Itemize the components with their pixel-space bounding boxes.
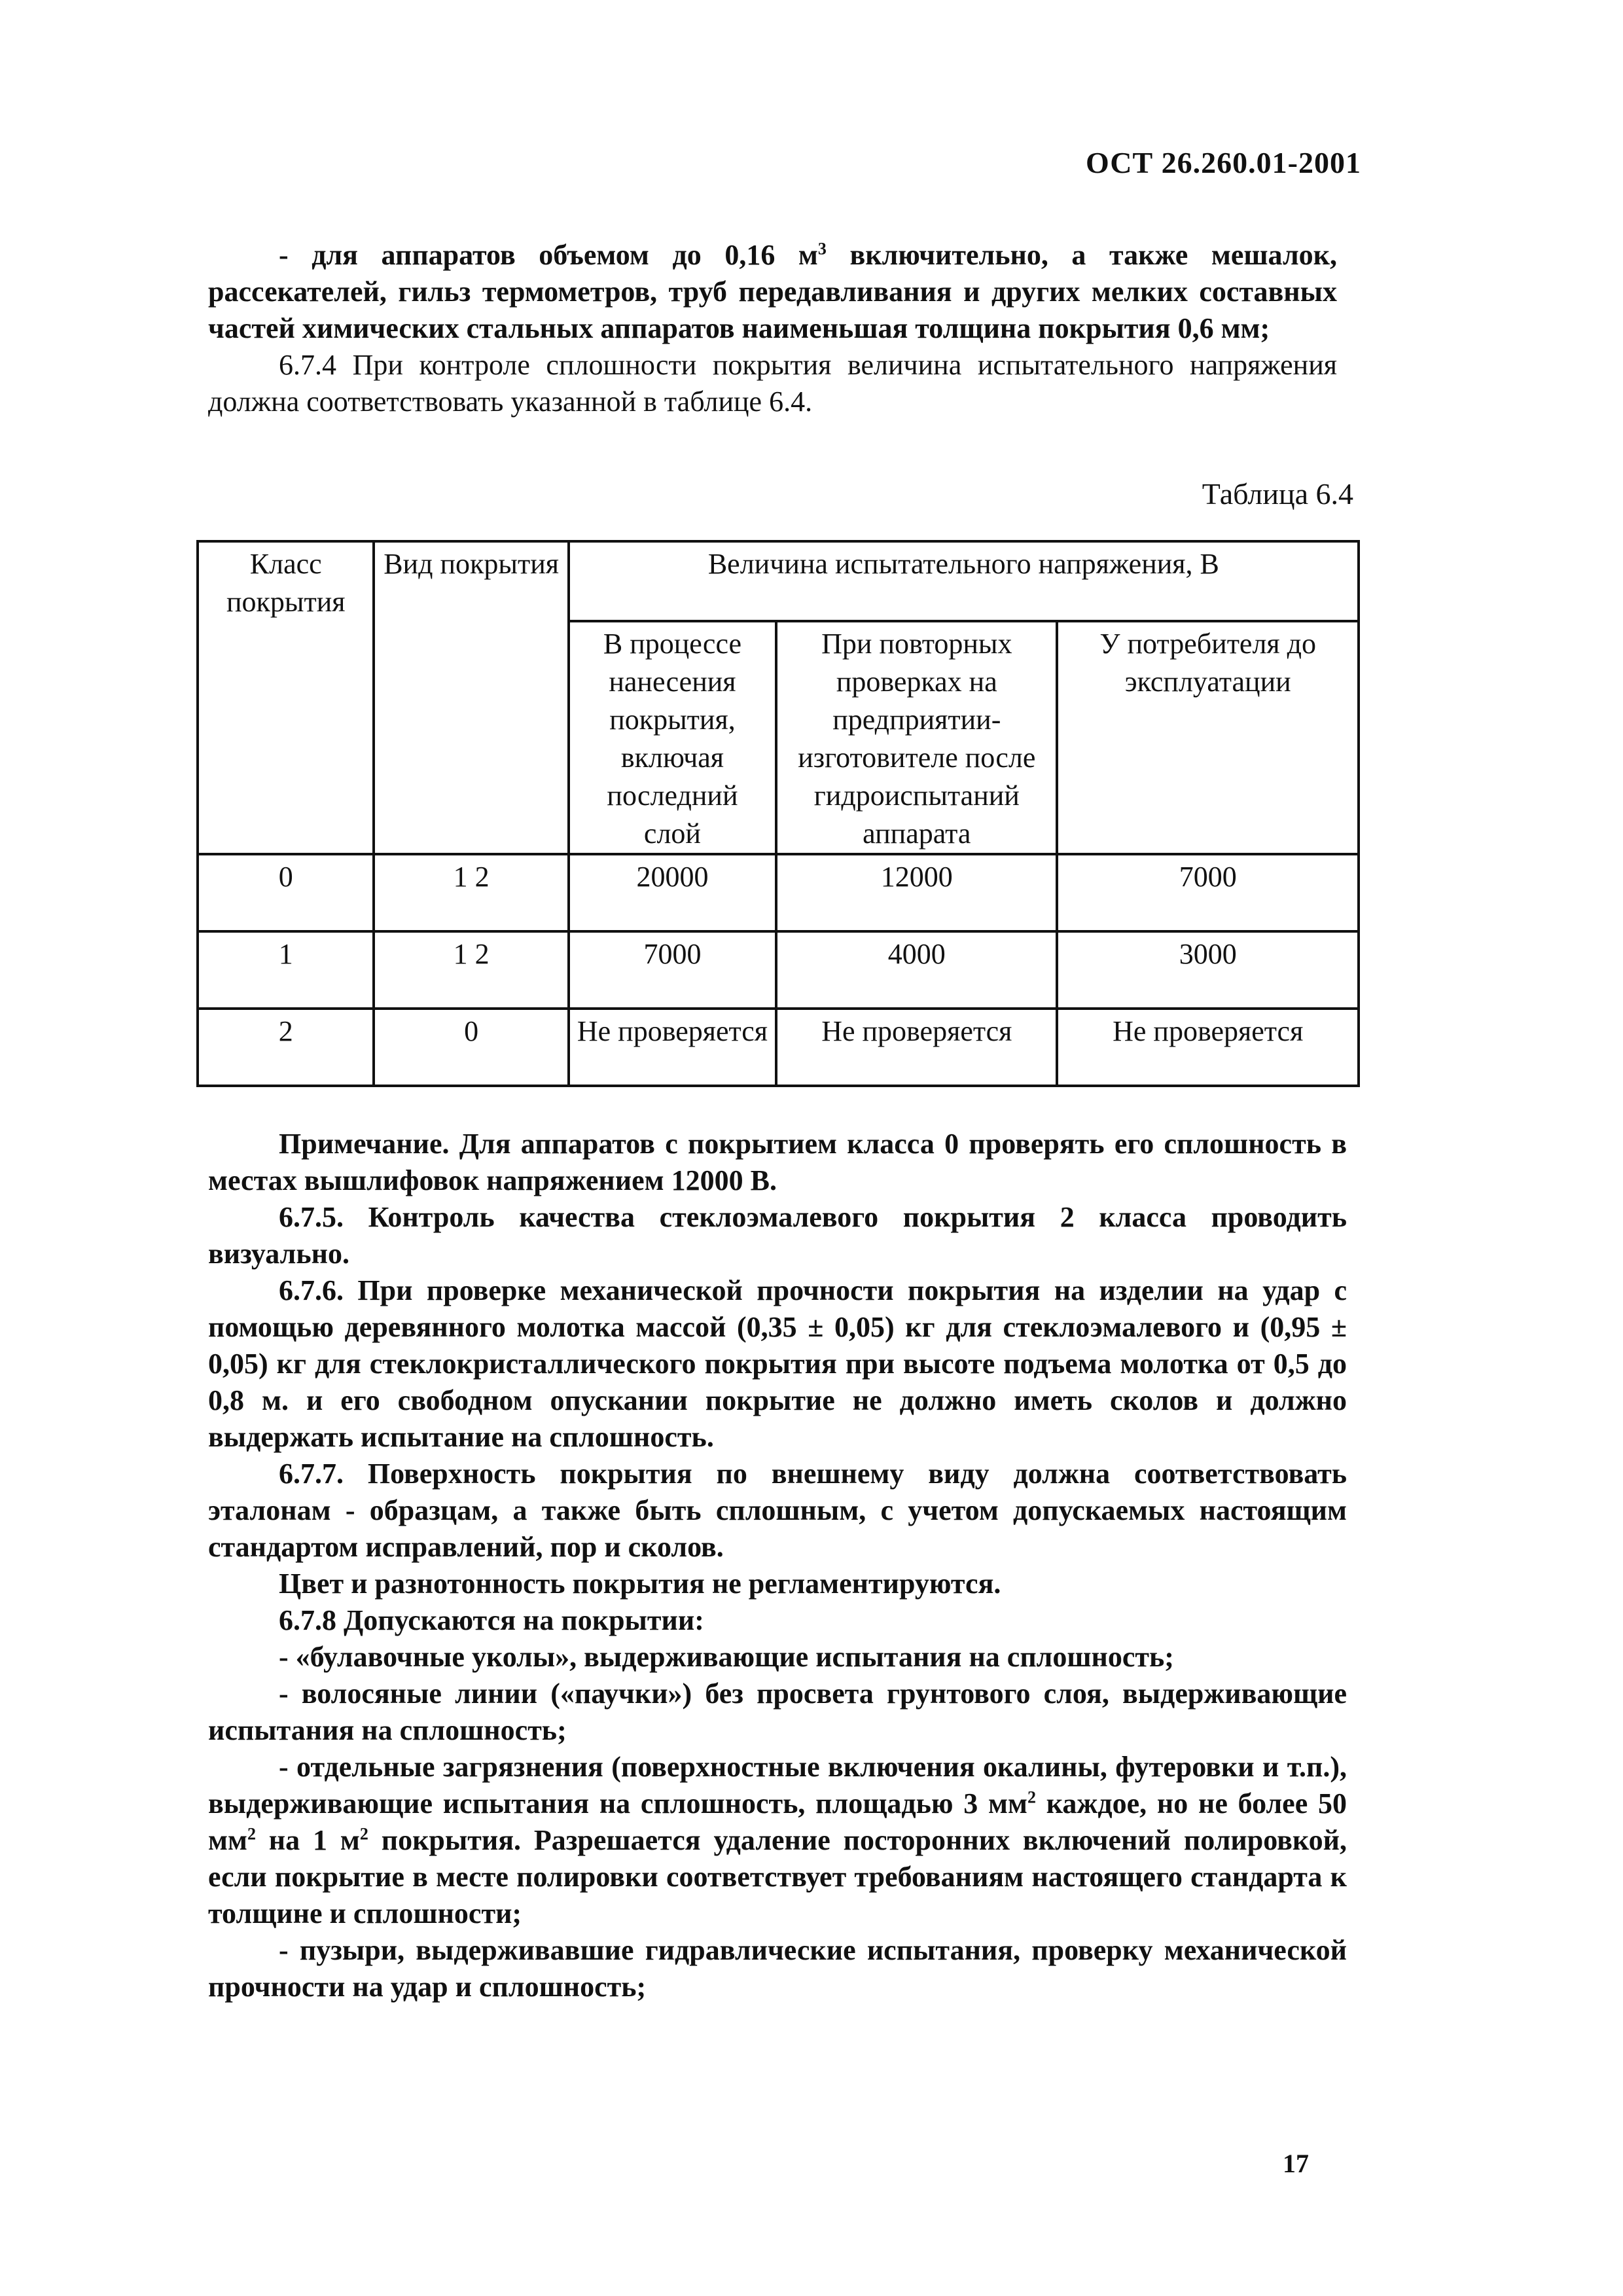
paragraph-color: Цвет и разнотонность покрытия не регламентируются. bbox=[279, 1568, 1001, 1600]
header-repeat-checks: При повторных проверках на предприятии-изготовителе после гидроиспытаний аппарата bbox=[776, 621, 1057, 854]
header-during-application: В процессе нанесения покрытия, включая последний слой bbox=[569, 621, 776, 854]
paragraph-6-7-6: 6.7.6. При проверке механической прочности покрытия на изделии на удар с помощью деревянного молотка массой (0,35 ± 0,05) кг для стеклоэмалевого и (0,95 ± 0,05) кг для стеклокристаллического покрытия при высоте подъема молотка от 0,5 до 0,8 м. и его свободном опускании покрытие не должно иметь сколов и должно выдержать испытание на сплошность. bbox=[208, 1274, 1347, 1453]
body-text bbox=[208, 1126, 1347, 2005]
list-item-pinholes: - «булавочные уколы», выдерживающие испытания на сплошность; bbox=[279, 1641, 1174, 1673]
paragraph-6-7-8: 6.7.8 Допускаются на покрытии: bbox=[279, 1604, 704, 1636]
paragraph-6-7-5: 6.7.5. Контроль качества стеклоэмалевого покрытия 2 класса проводить визуально. bbox=[208, 1201, 1347, 1270]
header-class: Класс покрытия bbox=[198, 541, 374, 854]
paragraph-6-7-4: 6.7.4 При контроле сплошности покрытия величина испытательного напряжения должна соответствовать указанной в таблице 6.4. bbox=[208, 349, 1337, 418]
table-caption: Таблица 6.4 bbox=[1202, 477, 1353, 511]
list-item-bubbles: - пузыри, выдерживавшие гидравлические испытания, проверку механической прочности на удар и сплошность; bbox=[208, 1934, 1347, 2003]
intro-text bbox=[208, 237, 1337, 420]
paragraph-6-7-7: 6.7.7. Поверхность покрытия по внешнему виду должна соответствовать эталонам - образцам, а также быть сплошным, с учетом допускаемых настоящим стандартом исправлений, пор и сколов. bbox=[208, 1458, 1347, 1563]
table-row: 0 1 2 20000 12000 7000 bbox=[198, 854, 1359, 931]
list-item-contamination: - отдельные загрязнения (поверхностные включения окалины, футеровки и т.п.), выдерживающие испытания на сплошность, площадью 3 $мм^2$ каждое, но не более 50 $мм^2$ на 1 $м^2$ покрытия. Разрешается удаление посторонних включений полировкой, если покрытие в месте полировки соответствует требованиям настоящего стандарта к толщине и сплошности; bbox=[208, 1751, 1347, 1929]
header-type: Вид покрытия bbox=[374, 541, 568, 854]
note-paragraph: Примечание. Для аппаратов с покрытием класса 0 проверять его сплошность в местах вышлифовок напряжением 12000 В. bbox=[208, 1128, 1347, 1196]
voltage-table bbox=[196, 540, 1360, 1087]
header-consumer: У потребителя до эксплуатации bbox=[1057, 621, 1359, 854]
page-number: 17 bbox=[1283, 2149, 1309, 2178]
header-voltage: Величина испытательного напряжения, В bbox=[569, 541, 1359, 621]
document-code: ОСТ 26.260.01-2001 bbox=[1085, 146, 1361, 179]
table-row: 2 0 Не проверяется Не проверяется Не проверяется bbox=[198, 1009, 1359, 1086]
paragraph-volume-limit: - для аппаратов объемом до 0,16 $м^3$ включительно, а также мешалок, рассекателей, гильз термометров, труб передавливания и других мелких составных частей химических стальных аппаратов наименьшая толщина покрытия 0,6 мм; bbox=[208, 239, 1337, 344]
table-row: 1 1 2 7000 4000 3000 bbox=[198, 931, 1359, 1009]
list-item-hairlines: - волосяные линии («паучки») без просвета грунтового слоя, выдерживающие испытания на сплошность; bbox=[208, 1677, 1347, 1746]
